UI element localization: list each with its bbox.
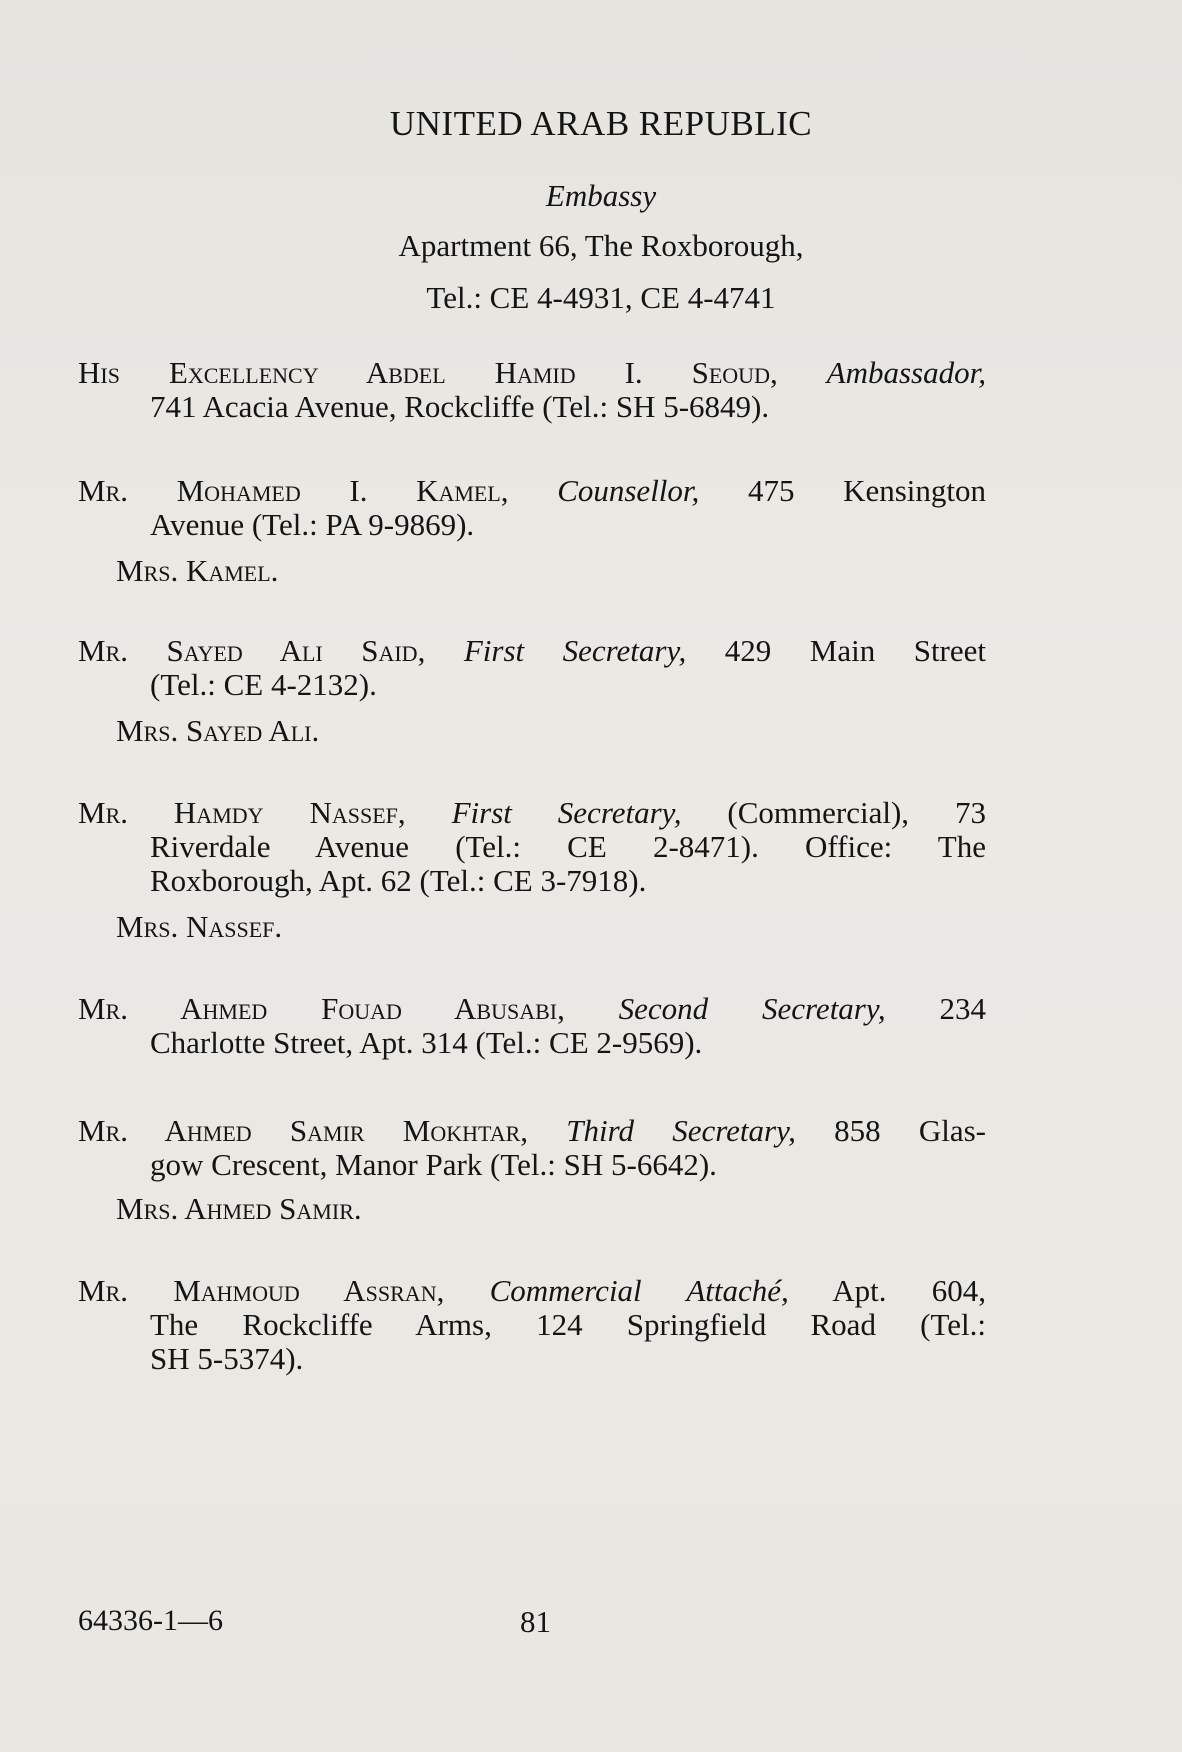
entry-first-line [78,1114,986,1148]
list-item [78,1274,986,1376]
entry-title: Counsellor, [557,473,700,508]
entry-address: 858 Glas- [834,1113,987,1148]
list-item [78,634,986,702]
entry-name: Mr. Sayed Ali Said, [78,633,426,668]
entry-first-line [78,796,986,830]
list-item [78,474,986,542]
entry-continuation: 741 Acacia Avenue, Rockcliffe (Tel.: SH 5-6849). [150,389,770,424]
list-item [78,992,986,1060]
entry-name: Mr. Mohamed I. Kamel, [78,473,509,508]
entry-address: 234 [939,991,986,1026]
entry-title: First Secretary, [463,633,687,668]
entry-title: Third Secretary, [566,1113,796,1148]
entry-continuation: Avenue (Tel.: PA 9-9869). [150,507,475,542]
list-item [78,1114,986,1182]
spouse-name: Mrs. Sayed Ali. [116,713,320,748]
print-code: 64336-1—6 [78,1604,223,1637]
entry-name: His Excellency Abdel Hamid I. Seoud, [78,355,778,390]
entry-name: Mr. Hamdy Nassef, [78,795,406,830]
entry-name: Mr. Ahmed Samir Mokhtar, [78,1113,529,1148]
entry-address: 475 Kensington [747,473,987,508]
entry-address: (Commercial), 73 [727,795,986,830]
section-subtitle: Embassy [545,178,657,213]
entry-title: First Secretary, [451,795,682,830]
entry-first-line [78,1274,986,1308]
list-item [78,356,986,424]
spouse-name: Mrs. Nassef. [116,909,283,944]
entry-continuation: (Tel.: CE 4-2132). [150,667,377,702]
entry-address: 429 Main Street [724,633,987,668]
entry-first-line [78,992,986,1026]
entry-name: Mr. Mahmoud Assran, [78,1273,445,1308]
entry-continuation: Charlotte Street, Apt. 314 (Tel.: CE 2-9569). [150,1025,703,1060]
embassy-address: Apartment 66, The Roxborough, [398,228,804,263]
entry-title: Ambassador, [826,355,987,390]
entry-continuation: SH 5-5374). [150,1341,304,1376]
entry-title: Commercial Attaché, [489,1273,789,1308]
entry-continuation: The Rockcliffe Arms, 124 Springfield Road (Tel.: [150,1307,986,1342]
page-title: UNITED ARAB REPUBLIC [389,104,813,143]
entry-address: Apt. 604, [832,1273,986,1308]
list-item [78,796,986,898]
page-number: 81 [520,1604,551,1639]
spouse-name: Mrs. Ahmed Samir. [116,1191,362,1226]
entry-first-line [78,474,986,508]
entry-continuation: Riverdale Avenue (Tel.: CE 2-8471). Office: The [150,829,986,864]
entry-continuation: Roxborough, Apt. 62 (Tel.: CE 3-7918). [150,863,647,898]
entry-first-line [78,356,986,390]
spouse-name: Mrs. Kamel. [116,553,279,588]
entry-title: Second Secretary, [618,991,886,1026]
entry-first-line [78,634,986,668]
entry-continuation: gow Crescent, Manor Park (Tel.: SH 5-6642). [150,1147,717,1182]
embassy-telephone: Tel.: CE 4-4931, CE 4-4741 [426,280,776,315]
entry-name: Mr. Ahmed Fouad Abusabi, [78,991,565,1026]
